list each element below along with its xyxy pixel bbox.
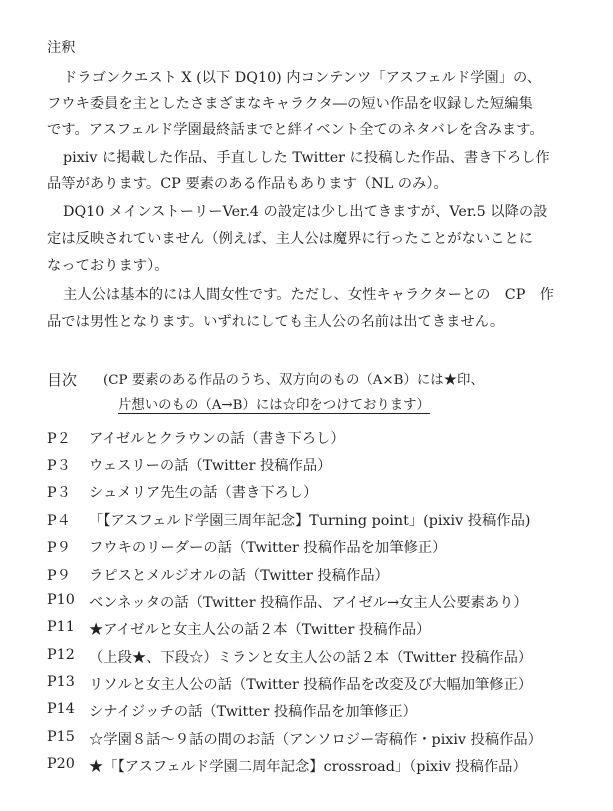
toc-entry — [0, 756, 613, 776]
toc-entry-title: シナイジッチの話（Twitter 投稿作品を加筆修正） — [89, 704, 417, 720]
notes-paragraph-1-line-3: です。アスフェルド学園最終話までと絆イベント全てのネタバレを含みます。 — [47, 122, 544, 138]
toc-entry — [0, 428, 613, 448]
notes-paragraph-1-line-2: フウキ委員を主としたさまざまなキャラクタ―の短い作品を収録した短編集 — [47, 96, 533, 112]
toc-entry-page: P９ — [47, 568, 71, 584]
toc-heading: 目次 — [47, 371, 78, 389]
notes-heading: 注釈 — [47, 40, 76, 56]
toc-entry-title: シュメリア先生の話（書き下ろし） — [89, 485, 318, 501]
toc-entry-page: P３ — [47, 458, 71, 474]
toc-entry-page: P11 — [47, 619, 75, 635]
notes-paragraph-1-line-1: ドラゴンクエスト X (以下 DQ10) 内コンテンツ「アスフェルド学園」の、 — [63, 70, 542, 86]
toc-entry-page: P12 — [47, 647, 75, 663]
toc-entry-title: フウキのリーダーの話（Twitter 投稿作品を加筆修正） — [89, 540, 447, 556]
toc-entry — [0, 565, 613, 585]
toc-entry-title: アイゼルとクラウンの話（書き下ろし） — [89, 431, 345, 447]
toc-entry-page: P３ — [47, 485, 71, 501]
toc-note-line-2: 片想いのもの（A→B）には☆印をつけております） — [118, 398, 430, 413]
toc-entry-title: ラピスとメルジオルの話（Twitter 投稿作品） — [89, 568, 389, 584]
toc-entry-title: 「【アスフェルド学園三周年記念】Turning point」(pixiv 投稿作品) — [89, 513, 531, 529]
toc-entry — [0, 592, 613, 612]
notes-paragraph-4-line-1: 主人公は基本的には人間女性です。ただし、女性キャラクターとの CP 作 — [63, 287, 554, 303]
toc-entry-page: P20 — [47, 756, 75, 772]
notes-paragraph-2-line-2: 品等があります。CP 要素のある作品もあります（NL のみ）。 — [47, 176, 448, 192]
toc-note-line-1: (CP 要素のある作品のうち、双方向のもの（A×B）には★印、 — [103, 373, 484, 388]
notes-paragraph-3-line-2: 定は反映されていません（例えば、主人公は魔界に行ったことがないことに — [47, 231, 534, 247]
toc-entry-page: P14 — [47, 701, 75, 717]
toc-entry — [0, 701, 613, 721]
toc-entry-title: ★「【アスフェルド学園二周年記念】crossroad」（pixiv 投稿作品） — [89, 759, 527, 775]
toc-entry-page: P10 — [47, 592, 75, 608]
toc-entry — [0, 482, 613, 502]
toc-entry — [0, 729, 613, 749]
toc-entry-title: ベンネッタの話（Twitter 投稿作品、アイゼル→女主人公要素あり） — [89, 595, 528, 611]
toc-entry-title: ☆学園８話〜９話の間のお話（アンソロジー寄稿作・pixiv 投稿作品） — [89, 732, 543, 748]
toc-entry — [0, 510, 613, 530]
toc-entry-page: P13 — [47, 674, 75, 690]
toc-entry-page: P４ — [47, 513, 71, 529]
toc-entry-title: （上段★、下段☆）ミランと女主人公の話２本（Twitter 投稿作品） — [89, 650, 533, 666]
toc-entry-page: P２ — [47, 431, 71, 447]
toc-entry-title: ウェスリーの話（Twitter 投稿作品） — [89, 458, 332, 474]
toc-entry — [0, 619, 613, 639]
toc-entry — [0, 647, 613, 667]
notes-paragraph-4-line-2: 品では男性となります。いずれにしても主人公の名前は出てきません。 — [47, 314, 505, 330]
toc-entry — [0, 455, 613, 475]
notes-paragraph-3-line-3: なっております）。 — [47, 258, 169, 274]
toc-entry-page: P15 — [47, 729, 75, 745]
toc-entry — [0, 537, 613, 557]
toc-entry-title: ★アイゼルと女主人公の話２本（Twitter 投稿作品） — [89, 622, 431, 638]
toc-entry-title: リソルと女主人公の話（Twitter 投稿作品を改変及び大幅加筆修正） — [89, 677, 533, 693]
notes-paragraph-3-line-1: DQ10 メインストーリーVer.4 の設定は少し出てきますが、Ver.5 以降の設 — [63, 204, 548, 220]
notes-paragraph-2-line-1: pixiv に掲載した作品、手直しした Twitter に投稿した作品、書き下ろし作 — [63, 150, 550, 166]
toc-entry-page: P９ — [47, 540, 71, 556]
toc-entry — [0, 674, 613, 694]
